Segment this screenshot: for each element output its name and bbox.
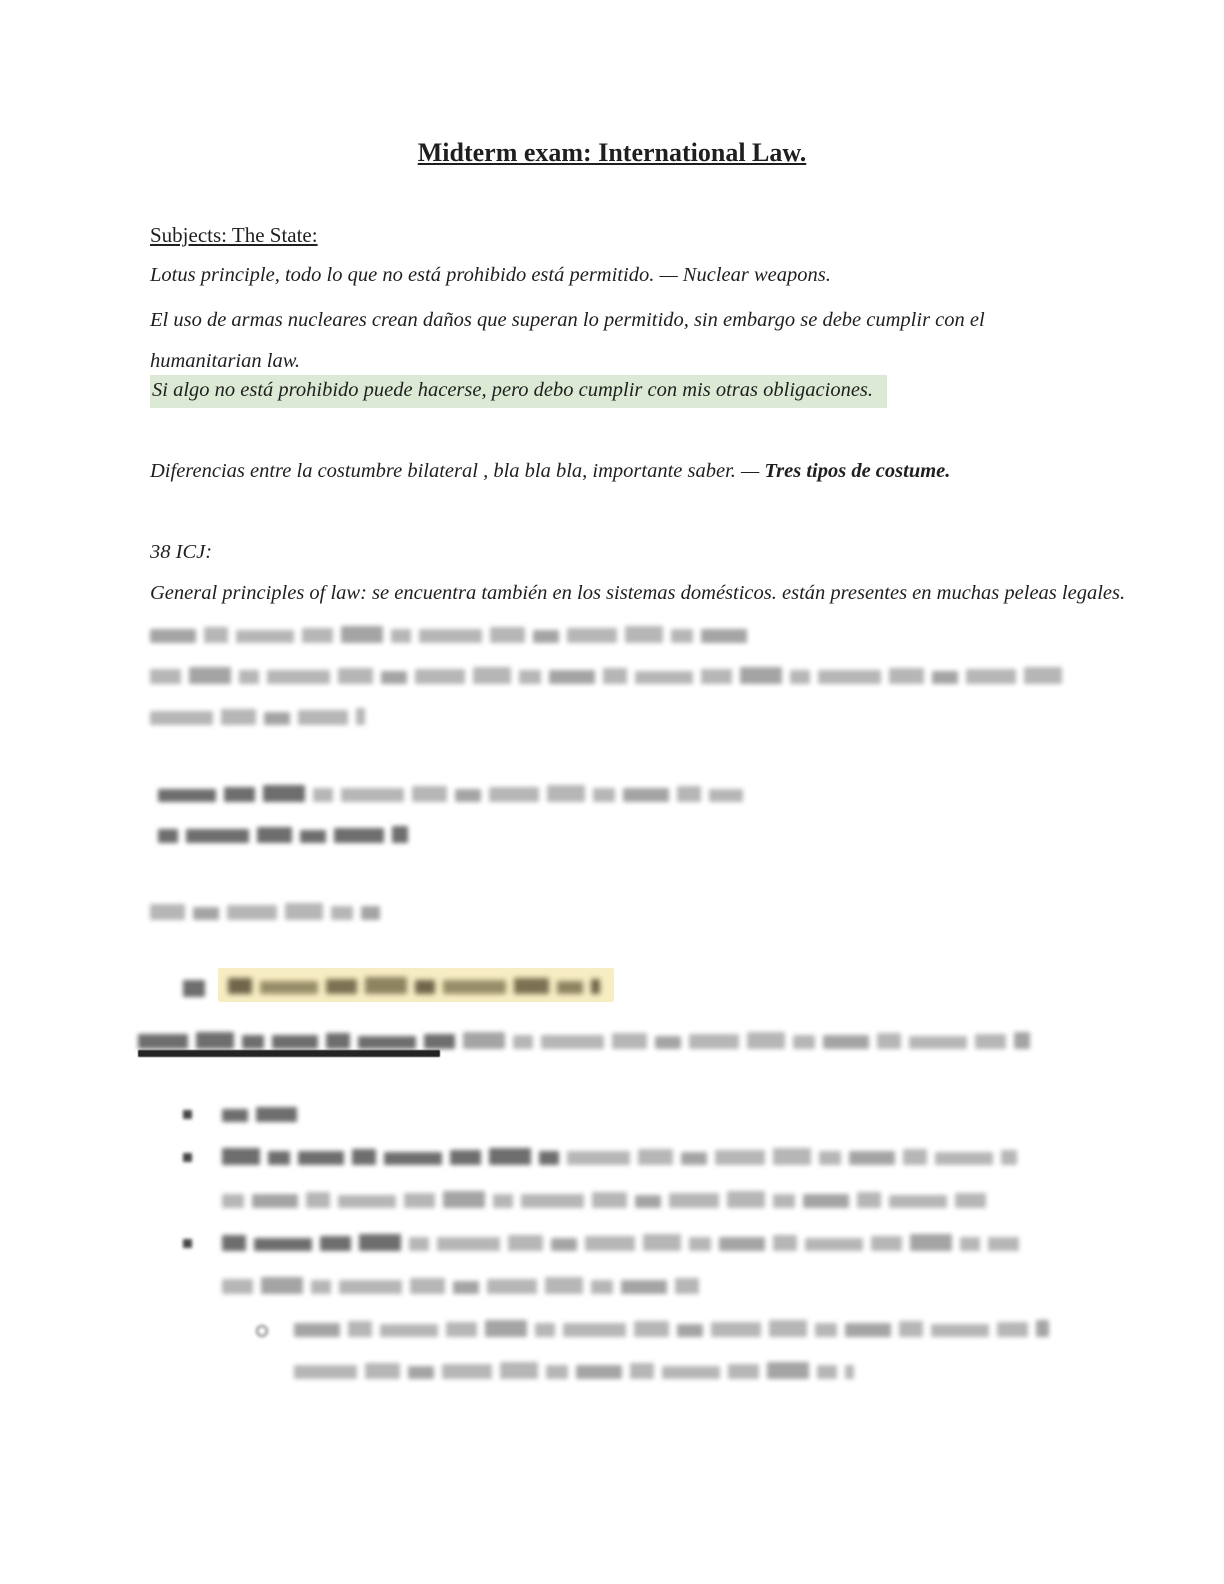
blurred-word	[358, 1036, 416, 1049]
blurred-word	[500, 1362, 538, 1379]
blurred-word	[450, 1150, 481, 1165]
blurred-word	[591, 979, 600, 994]
blurred-text-line	[150, 902, 380, 920]
blurred-word	[183, 980, 205, 997]
blurred-word	[446, 1322, 477, 1337]
blurred-word	[541, 1035, 604, 1049]
blurred-word	[681, 1152, 707, 1165]
blurred-word	[767, 1362, 809, 1379]
blurred-word	[603, 668, 627, 684]
blurred-word	[339, 1280, 402, 1294]
blurred-word	[263, 785, 305, 802]
blurred-word	[381, 671, 407, 684]
blurred-word	[380, 1324, 438, 1337]
blurred-word	[669, 1193, 719, 1208]
blurred-word	[857, 1192, 881, 1208]
blurred-text-line	[222, 1190, 992, 1208]
blurred-word	[348, 1321, 372, 1337]
blurred-word	[408, 1366, 434, 1379]
blurred-word	[222, 1279, 253, 1294]
blurred-word	[803, 1194, 849, 1208]
blurred-subbullet-line	[294, 1319, 1049, 1337]
blurred-word	[677, 786, 701, 802]
blurred-word	[306, 1192, 330, 1208]
blurred-word	[960, 1237, 980, 1251]
blurred-word	[193, 907, 219, 920]
blurred-word	[391, 629, 411, 643]
blurred-word	[239, 670, 259, 684]
blurred-word	[222, 1194, 244, 1208]
blurred-word	[150, 629, 196, 643]
bullet-square-marker	[183, 1110, 192, 1119]
blurred-word	[268, 1151, 290, 1165]
blurred-word	[1024, 667, 1062, 684]
blurred-word	[634, 1321, 669, 1337]
tres-tipos-bold-text: Tres tipos de costume.	[764, 460, 951, 482]
nuclear-weapons-paragraph: El uso de armas nucleares crean daños que superan lo permitido, sin embargo se debe cumplir con el humanitarian law.	[150, 309, 985, 372]
blurred-word	[1036, 1320, 1049, 1337]
blurred-word	[254, 1238, 312, 1251]
blurred-word	[630, 1363, 654, 1379]
blurred-word	[392, 826, 408, 843]
blurred-word	[519, 670, 541, 684]
blurred-word	[489, 1148, 531, 1165]
blurred-word	[877, 1033, 901, 1049]
blurred-word	[728, 1364, 759, 1379]
blurred-word	[320, 1236, 351, 1251]
blurred-word	[966, 669, 1016, 684]
blurred-word	[871, 1236, 902, 1251]
blurred-word	[747, 1032, 785, 1049]
blurred-text-line	[158, 784, 743, 802]
blurred-word	[222, 1235, 246, 1251]
blurred-word	[889, 1195, 947, 1208]
blurred-word	[489, 787, 539, 802]
blurred-word	[903, 1149, 927, 1165]
blurred-word	[719, 1237, 765, 1251]
blurred-text-line	[294, 1361, 854, 1379]
blurred-word	[689, 1034, 739, 1049]
blurred-text-line	[158, 825, 408, 843]
blurred-word	[955, 1193, 986, 1208]
blurred-word	[150, 669, 181, 684]
blurred-word	[264, 712, 290, 725]
blurred-word	[485, 1320, 527, 1337]
blurred-word	[817, 1365, 837, 1379]
blurred-word	[260, 981, 318, 994]
blurred-word	[508, 1235, 543, 1251]
general-principles-line: General principles of law: se encuentra también en los sistemas domésticos. están presentes en muchas peleas legales.	[150, 582, 1126, 604]
blurred-word	[272, 1035, 318, 1049]
blurred-word	[1001, 1150, 1017, 1165]
blurred-word	[150, 711, 213, 725]
blurred-word	[513, 1035, 533, 1049]
blurred-word	[404, 1193, 435, 1208]
blurred-text-line	[150, 625, 760, 643]
costumbre-line	[150, 458, 950, 484]
blurred-word	[463, 1032, 505, 1049]
blurred-bullet-line	[222, 1104, 297, 1122]
blurred-bullet-line	[222, 1147, 1017, 1165]
blurred-word	[845, 1323, 891, 1337]
blurred-word	[823, 1035, 869, 1049]
blurred-word	[899, 1321, 923, 1337]
blurred-word	[352, 1149, 376, 1165]
blurred-word	[592, 1192, 627, 1208]
blurred-word	[242, 1035, 264, 1049]
blurred-word	[341, 788, 404, 802]
blurred-word	[591, 1280, 613, 1294]
blurred-word	[252, 1194, 298, 1208]
blurred-word	[689, 1237, 711, 1251]
blurred-word	[490, 627, 525, 643]
green-highlight-line	[150, 377, 887, 403]
blurred-bullet-line	[222, 1233, 1019, 1251]
bullet-square-marker	[183, 1239, 192, 1248]
blurred-word	[662, 1366, 720, 1379]
blurred-word	[302, 628, 333, 643]
blurred-word	[975, 1034, 1006, 1049]
blurred-word	[701, 629, 747, 643]
blurred-word	[298, 1151, 344, 1165]
blurred-underlined-definition-line	[138, 1031, 1030, 1049]
blurred-word	[412, 786, 447, 802]
bullet-circle-marker	[256, 1325, 268, 1337]
blurred-word	[567, 1151, 630, 1165]
blurred-word	[533, 630, 559, 643]
blurred-word	[415, 669, 465, 684]
blurred-word	[300, 830, 326, 843]
blurred-word	[359, 1234, 401, 1251]
blurred-word	[294, 1323, 340, 1337]
blurred-word	[311, 1280, 331, 1294]
blurred-word	[341, 626, 383, 643]
blurred-word	[849, 1151, 895, 1165]
blurred-word	[845, 1365, 854, 1379]
blurred-word	[261, 1277, 303, 1294]
bullet-square-marker	[183, 1153, 192, 1162]
blurred-word	[997, 1322, 1028, 1337]
blurred-word	[793, 1035, 815, 1049]
blurred-word	[150, 904, 185, 920]
subjects-heading: Subjects: The State:	[150, 223, 318, 247]
blurred-word	[805, 1238, 863, 1251]
blurred-word	[424, 1034, 455, 1049]
blurred-word	[585, 1236, 635, 1251]
blurred-word	[546, 1365, 568, 1379]
blurred-word	[415, 980, 435, 994]
blurred-word	[769, 1320, 807, 1337]
blurred-word	[549, 670, 595, 684]
blurred-word	[935, 1152, 993, 1165]
blurred-word	[443, 1191, 485, 1208]
blurred-word	[419, 629, 482, 643]
blurred-word	[932, 671, 958, 684]
blurred-word	[740, 667, 782, 684]
blurred-word	[535, 1323, 555, 1337]
blurred-word	[567, 628, 617, 643]
blurred-word	[623, 788, 669, 802]
blurred-word	[196, 1032, 234, 1049]
blurred-word	[384, 1152, 442, 1165]
blurred-word	[298, 710, 348, 725]
blurred-word	[625, 626, 663, 643]
blurred-word	[334, 828, 384, 843]
blurred-word	[539, 1151, 559, 1165]
blurred-word	[715, 1150, 765, 1165]
blurred-word	[635, 1195, 661, 1208]
blurred-word	[158, 789, 216, 802]
blurred-word	[576, 1365, 622, 1379]
blurred-list-number	[183, 979, 205, 997]
blurred-word	[285, 903, 323, 920]
blurred-word	[815, 1323, 837, 1337]
blurred-word	[186, 829, 249, 843]
costumbre-text: Diferencias entre la costumbre bilateral , bla bla bla, importante saber. —	[150, 460, 765, 482]
blurred-text-line	[222, 1276, 709, 1294]
blurred-word	[221, 709, 256, 725]
blurred-word	[356, 708, 365, 725]
blurred-word	[909, 1036, 967, 1049]
blurred-word	[453, 1281, 479, 1294]
blurred-word	[931, 1324, 989, 1337]
blurred-highlighted-question	[218, 968, 614, 1002]
blurred-word	[521, 1194, 584, 1208]
blurred-word	[612, 1033, 647, 1049]
blurred-word	[514, 978, 549, 994]
blurred-word	[437, 1237, 500, 1251]
blurred-word	[671, 629, 693, 643]
blurred-word	[487, 1279, 537, 1294]
blurred-text-line	[150, 666, 1075, 684]
blurred-word	[409, 1237, 429, 1251]
blurred-word	[773, 1235, 797, 1251]
blurred-word	[643, 1234, 681, 1251]
blurred-word	[326, 979, 357, 994]
blurred-word	[551, 1238, 577, 1251]
blurred-word	[338, 668, 373, 684]
blurred-word	[443, 980, 506, 994]
page-title: Midterm exam: International Law.	[417, 138, 807, 167]
blurred-word	[365, 1363, 400, 1379]
blurred-word	[557, 981, 583, 994]
blurred-word	[365, 977, 407, 994]
heavy-underline	[138, 1050, 440, 1057]
blurred-word	[790, 670, 810, 684]
blurred-word	[677, 1324, 703, 1337]
blurred-word	[563, 1323, 626, 1337]
blurred-word	[621, 1280, 667, 1294]
blurred-word	[326, 1033, 350, 1049]
blurred-word	[819, 1151, 841, 1165]
blurred-word	[222, 1148, 260, 1165]
blurred-word	[593, 788, 615, 802]
blurred-word	[267, 670, 330, 684]
blurred-word	[227, 905, 277, 920]
blurred-word	[442, 1364, 492, 1379]
blurred-word	[675, 1278, 699, 1294]
blurred-word	[1014, 1032, 1030, 1049]
blurred-word	[294, 1365, 357, 1379]
blurred-word	[547, 785, 585, 802]
blurred-word	[493, 1194, 513, 1208]
blurred-word	[473, 667, 511, 684]
blurred-word	[338, 1195, 396, 1208]
blurred-word	[655, 1036, 681, 1049]
blurred-word	[455, 789, 481, 802]
blurred-word	[701, 669, 732, 684]
blurred-word	[910, 1234, 952, 1251]
green-highlight-text: Si algo no está prohibido puede hacerse, pero debo cumplir con mis otras obligaciones.	[150, 375, 887, 408]
blurred-word	[224, 787, 255, 802]
blurred-word	[257, 827, 292, 843]
blurred-word	[331, 906, 353, 920]
blurred-word	[158, 829, 178, 843]
blurred-word	[256, 1107, 297, 1122]
blurred-word	[818, 670, 881, 684]
lotus-principle-line: Lotus principle, todo lo que no está prohibido está permitido. — Nuclear weapons.	[150, 264, 831, 286]
blurred-word	[138, 1034, 188, 1049]
blurred-word	[236, 630, 294, 643]
blurred-word	[773, 1194, 795, 1208]
blurred-word	[361, 906, 380, 920]
blurred-highlight-words	[228, 976, 608, 994]
blurred-word	[638, 1149, 673, 1165]
blurred-word	[889, 668, 924, 684]
blurred-text-line	[150, 707, 365, 725]
blurred-word	[727, 1191, 765, 1208]
blurred-word	[773, 1148, 811, 1165]
blurred-word	[635, 671, 693, 684]
blurred-word	[228, 978, 252, 994]
blurred-word	[204, 627, 228, 643]
blurred-word	[988, 1237, 1019, 1251]
blurred-word	[189, 667, 231, 684]
icj-heading: 38 ICJ:	[150, 541, 213, 563]
blurred-word	[313, 788, 333, 802]
blurred-word	[410, 1278, 445, 1294]
blurred-word	[222, 1109, 248, 1122]
blurred-word	[711, 1322, 761, 1337]
blurred-word	[545, 1277, 583, 1294]
blurred-word	[709, 789, 743, 802]
